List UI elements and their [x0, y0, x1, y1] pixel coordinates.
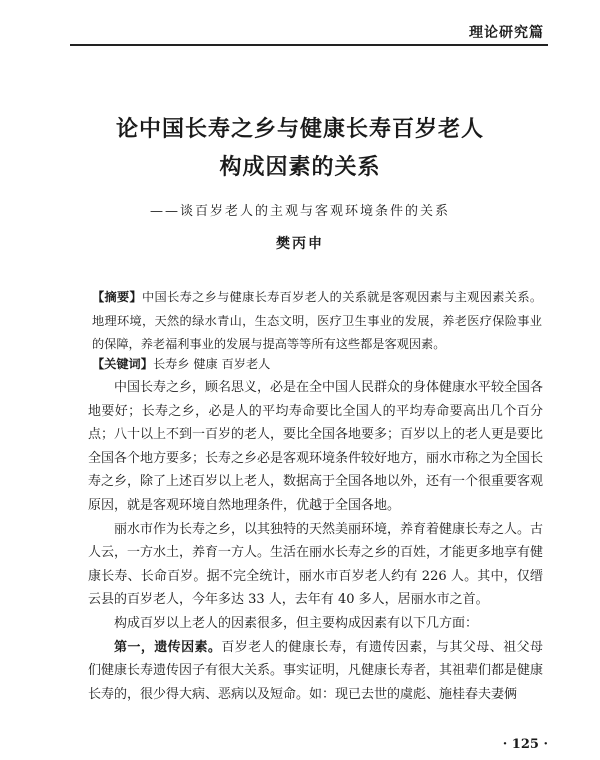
author-name: 樊丙申 [276, 236, 324, 252]
article-subtitle: ——谈百岁老人的主观与客观环境条件的关系 [149, 204, 450, 219]
keywords-label: 【关键词】 [92, 357, 153, 371]
paragraph-text: 百岁老人的健康长寿，有遗传因素，与其父母、祖父母们健康长寿遗传因子有很大关系。事实证明，凡健康长寿者，其祖辈们都是健康长寿的，很少得大病、恶病以及短命。如：现已去世的虞彪、施桂春夫妻俩 [88, 639, 544, 702]
section-label: 理论研究篇 [469, 25, 544, 41]
abstract-label: 【摘要】 [92, 290, 143, 304]
paragraph [88, 636, 543, 707]
abstract [92, 286, 542, 357]
keywords-text: 长寿乡 健康 百岁老人 [152, 357, 271, 371]
paragraph: 中国长寿之乡，顾名思义，必是在全中国人民群众的身体健康水平较全国各地要好；长寿之乡，必是人的平均寿命要比全国人的平均寿命要高出几个百分点；八十以上不到一百岁的老人，要比全国各地要多；百岁以上的老人更是要比全国各个地方要多；长寿之乡必是客观环境条件较好地方，丽水市称之为全国长寿之乡，除了上述百岁以上老人，数据高于全国各地以外，还有一个很重要客观原因，就是客观环境自然地理条件，优越于全国各地。 [88, 380, 544, 513]
header-rule [70, 44, 548, 46]
body-text [88, 376, 543, 706]
paragraph: 丽水市作为长寿之乡，以其独特的天然美丽环境，养育着健康长寿之人。古人云，一方水土，养育一方人。生活在丽水长寿之乡的百姓，才能更多地享有健康长寿、长命百岁。据不完全统计，丽水市百岁老人约有 226 人。其中，仅缙云县的百岁老人，今年多达 33 人，去年有 40 多人，居丽水市之首。 [88, 521, 544, 608]
paragraph-lead: 第一，遗传因素。 [114, 639, 222, 655]
article-title-line2: 构成因素的关系 [219, 155, 381, 180]
abstract-text: 中国长寿之乡与健康长寿百岁老人的关系就是客观因素与主观因素关系。地理环境，天然的绿水青山，生态文明，医疗卫生事业的发展，养老医疗保险事业的保障，养老福利事业的发展与提高等等所有这些都是客观因素。 [92, 290, 543, 351]
article-title-line1: 论中国长寿之乡与健康长寿百岁老人 [115, 117, 484, 142]
keywords [92, 355, 270, 372]
paragraph: 构成百岁以上老人的因素很多，但主要构成因素有以下几方面： [114, 615, 479, 631]
page-number: · 125 · [502, 737, 548, 752]
